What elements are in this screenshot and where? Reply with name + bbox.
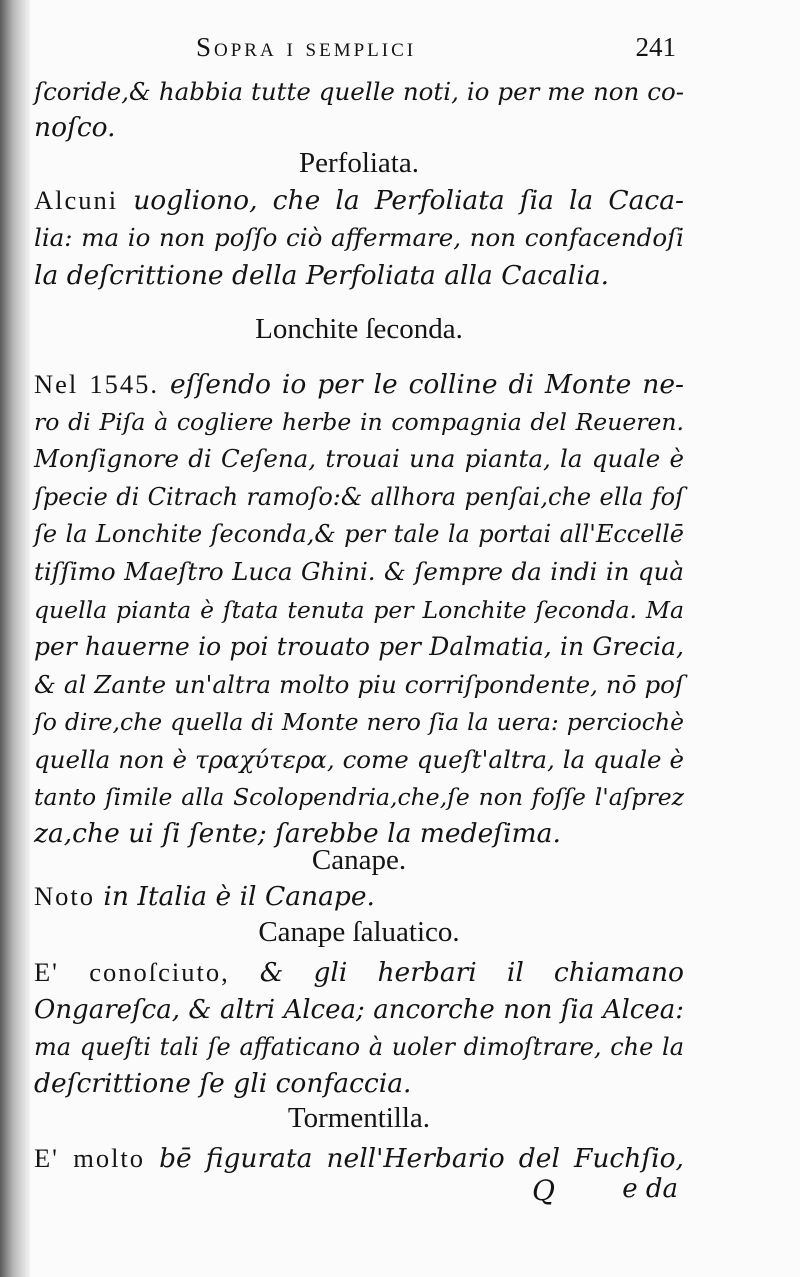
text-line: ma queſti tali ſe affaticano à uoler dimoſtrare, che la [34,1033,684,1061]
text-line: ro di Piſa à cogliere herbe in compagnia del Reueren. [34,408,684,436]
text-span: in Italia è il Canape. [95,881,375,912]
text-line: noſco. [34,112,116,143]
text-line: Ongareſca, & altri Alcea; ancorche non ſia Alcea: [34,995,684,1025]
text-line: deſcrittione ſe gli confaccia. [34,1068,412,1099]
catchword: e da [622,1174,678,1204]
text-line: tanto ſimile alla Scolopendria,che,ſe non foſſe l'aſprez [34,783,684,811]
text-line: quella pianta è ſtata tenuta per Lonchite ſeconda. Ma [34,596,684,624]
text-line: la deſcrittione della Perfoliata alla Cacalia. [34,260,610,291]
text-line: & al Zante un'altra molto piu corriſpondente, nō poſ [34,670,684,699]
text-line: tiſſimo Maeſtro Luca Ghini. & ſempre da indi in quà [34,557,684,586]
text-span: bē figurata nell'Herbario del Fuchſio, [145,1143,684,1174]
text-line: za,che ui ſi ſente; ſarebbe la medeſima. [34,818,561,849]
page-header [34,28,684,70]
running-head: Sopra i semplici [196,32,417,62]
text-span: uogliono, che la Perfoliata ſia la Caca- [118,185,684,216]
text-line: Monſignore di Ceſena, trouai una pianta, la quale è [34,444,684,473]
section-heading: Canape ſaluatico. [258,916,460,948]
page-footer [34,1172,684,1212]
text-line: quella non è τραχύτερα, come queſt'altra, la quale è [34,745,684,774]
text-line: ſcoride,& habbia tutte quelle noti, io per me non co- [34,77,684,106]
paragraph-lead: Nel 1545. [34,369,160,399]
section-heading: Tormentilla. [287,1102,431,1134]
page-number: 241 [635,32,676,62]
text-line: per hauerne io poi trouato per Dalmatia, in Grecia, [34,632,684,661]
paragraph-lead: Noto [34,881,95,911]
paragraph-lead: E' conoſciuto, [34,957,230,987]
paragraph-lead: Alcuni [34,185,119,215]
text-line: lia: ma io non poſſo ciò affermare, non confacendoſi [34,223,684,252]
text-line [34,364,684,404]
section-heading: Canape. [311,844,407,876]
section-heading: Lonchite ſeconda. [255,313,463,345]
paragraph-lead: E' molto [34,1143,146,1173]
text-span: & gli herbari il chiamano [229,957,685,988]
signature-mark: Q [532,1174,555,1207]
text-line: ſpecie di Citrach ramoſo:& allhora penſai,che ella foſ [34,483,684,511]
text-line [34,180,684,220]
page-gutter-shadow [0,0,30,1277]
text-line [34,876,684,916]
section-heading: Perfoliata. [299,147,419,179]
text-span: eſſendo io per le colline di Monte ne- [159,369,685,400]
text-line: ſo dire,che quella di Monte nero ſia la uera: perciochè [34,708,684,736]
text-line: ſe la Lonchite ſeconda,& per tale la portai all'Eccellē [34,520,684,548]
text-line [34,952,684,992]
